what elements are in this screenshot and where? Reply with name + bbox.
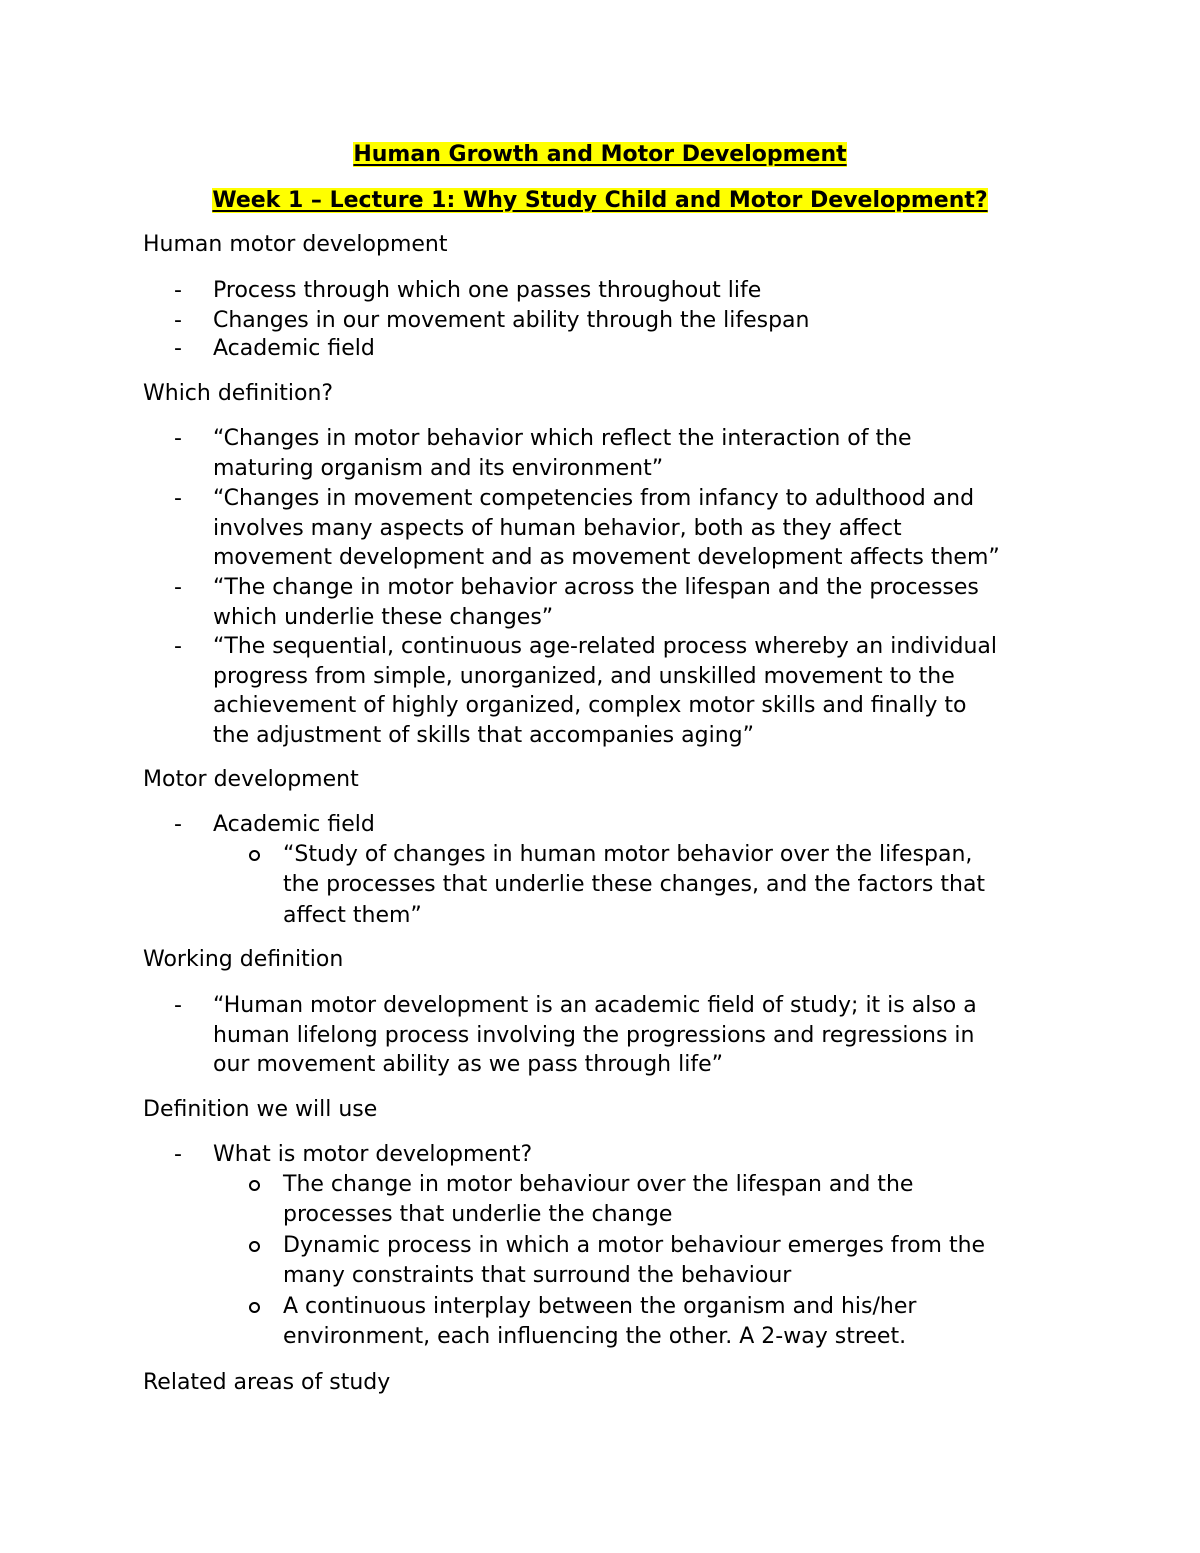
list-item-text: Process through which one passes throughout life: [213, 278, 762, 303]
list-item: [143, 306, 1073, 336]
section-heading-related-areas: Related areas of study: [143, 1370, 391, 1395]
circle-bullet-icon: [249, 1302, 261, 1314]
sub-list-item-text-line: environment, each influencing the other. A 2-way street.: [283, 1324, 907, 1350]
list-item: [143, 1140, 1073, 1170]
dash-bullet: -: [174, 812, 182, 837]
list-item-text: What is motor development?: [213, 1142, 533, 1167]
section-heading-which-definition: Which definition?: [143, 381, 334, 406]
sub-list-item: [143, 1231, 1073, 1292]
section-heading-motor-development: Motor development: [143, 767, 359, 792]
dash-bullet: -: [174, 575, 182, 600]
document-subtitle: [0, 186, 1200, 216]
sub-list-item-text-line: “Study of changes in human motor behavior over the lifespan,: [283, 842, 973, 867]
list-item: [143, 991, 1073, 1080]
dash-bullet: -: [174, 426, 182, 451]
dash-bullet: -: [174, 634, 182, 659]
circle-bullet-icon: [249, 1241, 261, 1253]
list-item-text: Academic field: [213, 336, 375, 361]
sub-list-item-text-line: affect them”: [283, 902, 422, 928]
list-item-text-line: “The change in motor behavior across the lifespan and the processes: [213, 575, 979, 600]
dash-bullet: -: [174, 486, 182, 511]
sub-list-item: [143, 1292, 1073, 1353]
dash-bullet: -: [174, 336, 182, 361]
list-item: [143, 632, 1073, 750]
list-item-text: Academic field: [213, 812, 375, 837]
dash-bullet: -: [174, 993, 182, 1018]
list-item: [143, 484, 1073, 573]
circle-bullet-icon: [249, 850, 261, 862]
dash-bullet: -: [174, 308, 182, 333]
section-heading-human-motor-development: Human motor development: [143, 232, 448, 257]
sub-list-item-text-line: The change in motor behaviour over the lifespan and the: [283, 1172, 914, 1197]
list-item: [143, 424, 1073, 483]
list-item: [143, 334, 1073, 364]
list-item: [143, 573, 1073, 632]
list-item: [143, 276, 1073, 306]
dash-bullet: -: [174, 278, 182, 303]
list-item-text-line: achievement of highly organized, complex motor skills and finally to: [213, 693, 967, 719]
list-item-text-line: “Changes in motor behavior which reflect the interaction of the: [213, 426, 912, 451]
document-subtitle-text: Week 1 – Lecture 1: Why Study Child and Motor Development?: [212, 188, 988, 213]
list-item-text-line: “The sequential, continuous age-related process whereby an individual: [213, 634, 997, 659]
list-item: [143, 810, 1073, 840]
sub-list-item: [143, 840, 1073, 931]
list-item-text-line: human lifelong process involving the progressions and regressions in: [213, 1022, 975, 1048]
sub-list-item-text-line: the processes that underlie these changes, and the factors that: [283, 872, 986, 898]
sub-list-item-text-line: many constraints that surround the behaviour: [283, 1263, 792, 1289]
section-heading-definition-we-will-use: Definition we will use: [143, 1097, 378, 1122]
document-title-text: Human Growth and Motor Development: [353, 142, 847, 167]
list-item-text-line: progress from simple, unorganized, and unskilled movement to the: [213, 663, 955, 689]
list-item-text-line: movement development and as movement development affects them”: [213, 545, 1000, 571]
sub-list-item-text-line: A continuous interplay between the organism and his/her: [283, 1294, 917, 1319]
list-item-text-line: which underlie these changes”: [213, 604, 554, 630]
list-item-text-line: our movement ability as we pass through life”: [213, 1052, 723, 1078]
sub-list-item-text-line: processes that underlie the change: [283, 1202, 673, 1228]
sub-list-item: [143, 1170, 1073, 1231]
dash-bullet: -: [174, 1142, 182, 1167]
list-item-text-line: maturing organism and its environment”: [213, 455, 664, 481]
document-title: [0, 140, 1200, 170]
section-heading-working-definition: Working definition: [143, 947, 344, 972]
list-item-text-line: “Changes in movement competencies from infancy to adulthood and: [213, 486, 975, 511]
list-item-text-line: involves many aspects of human behavior, both as they affect: [213, 515, 902, 541]
circle-bullet-icon: [249, 1180, 261, 1192]
list-item-text-line: the adjustment of skills that accompanies aging”: [213, 722, 754, 748]
sub-list-item-text-line: Dynamic process in which a motor behaviour emerges from the: [283, 1233, 986, 1258]
list-item-text-line: “Human motor development is an academic field of study; it is also a: [213, 993, 977, 1018]
list-item-text: Changes in our movement ability through the lifespan: [213, 308, 810, 333]
